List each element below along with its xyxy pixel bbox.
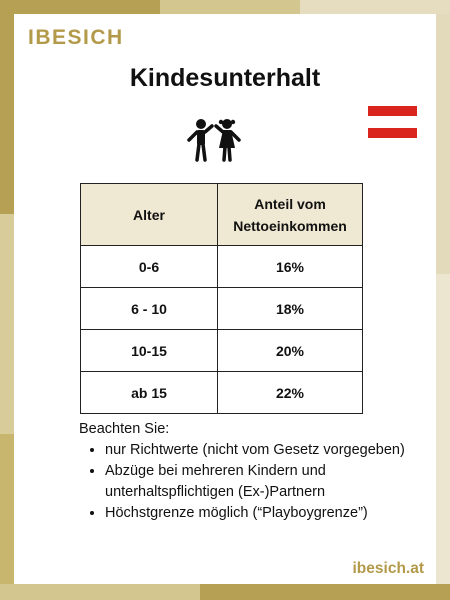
background-block: [0, 0, 160, 14]
notes-section: [79, 419, 409, 524]
background-block: [436, 274, 450, 600]
table-row: [81, 372, 363, 414]
column-header-share: Anteil vom Nettoeinkommen: [218, 184, 363, 246]
brand-logo: IBESICH: [28, 26, 124, 49]
table-header-row: [81, 184, 363, 246]
background-block: [436, 14, 450, 274]
background-block: [0, 584, 200, 600]
support-rate-table: [80, 183, 363, 414]
list-item: • Höchstgrenze möglich (“Playboygrenze”): [105, 503, 409, 524]
background-block: [200, 584, 450, 600]
share-cell: 22%: [218, 372, 363, 414]
table-row: [81, 246, 363, 288]
background-block: [0, 14, 14, 214]
share-cell: 16%: [218, 246, 363, 288]
background-block: [0, 214, 14, 434]
website-url: ibesich.at: [352, 560, 424, 577]
column-header-age: Alter: [81, 184, 218, 246]
table-row: [81, 288, 363, 330]
share-cell: 18%: [218, 288, 363, 330]
share-cell: 20%: [218, 330, 363, 372]
background-block: [0, 434, 14, 600]
list-item: • nur Richtwerte (nicht vom Gesetz vorgegeben): [105, 440, 409, 461]
age-cell: 10-15: [81, 330, 218, 372]
notes-list: [79, 440, 409, 524]
list-item: • Abzüge bei mehreren Kindern und unterhaltspflichtigen (Ex-)Partnern: [105, 461, 409, 503]
austria-flag-icon: [368, 106, 417, 138]
age-cell: ab 15: [81, 372, 218, 414]
background-block: [300, 0, 450, 14]
notes-intro: Beachten Sie:: [79, 421, 170, 437]
background-block: [160, 0, 300, 14]
table-row: [81, 330, 363, 372]
page-title: Kindesunterhalt: [129, 64, 321, 92]
age-cell: 6 - 10: [81, 288, 218, 330]
age-cell: 0-6: [81, 246, 218, 288]
children-icon: [186, 118, 242, 162]
info-card: [14, 14, 436, 584]
